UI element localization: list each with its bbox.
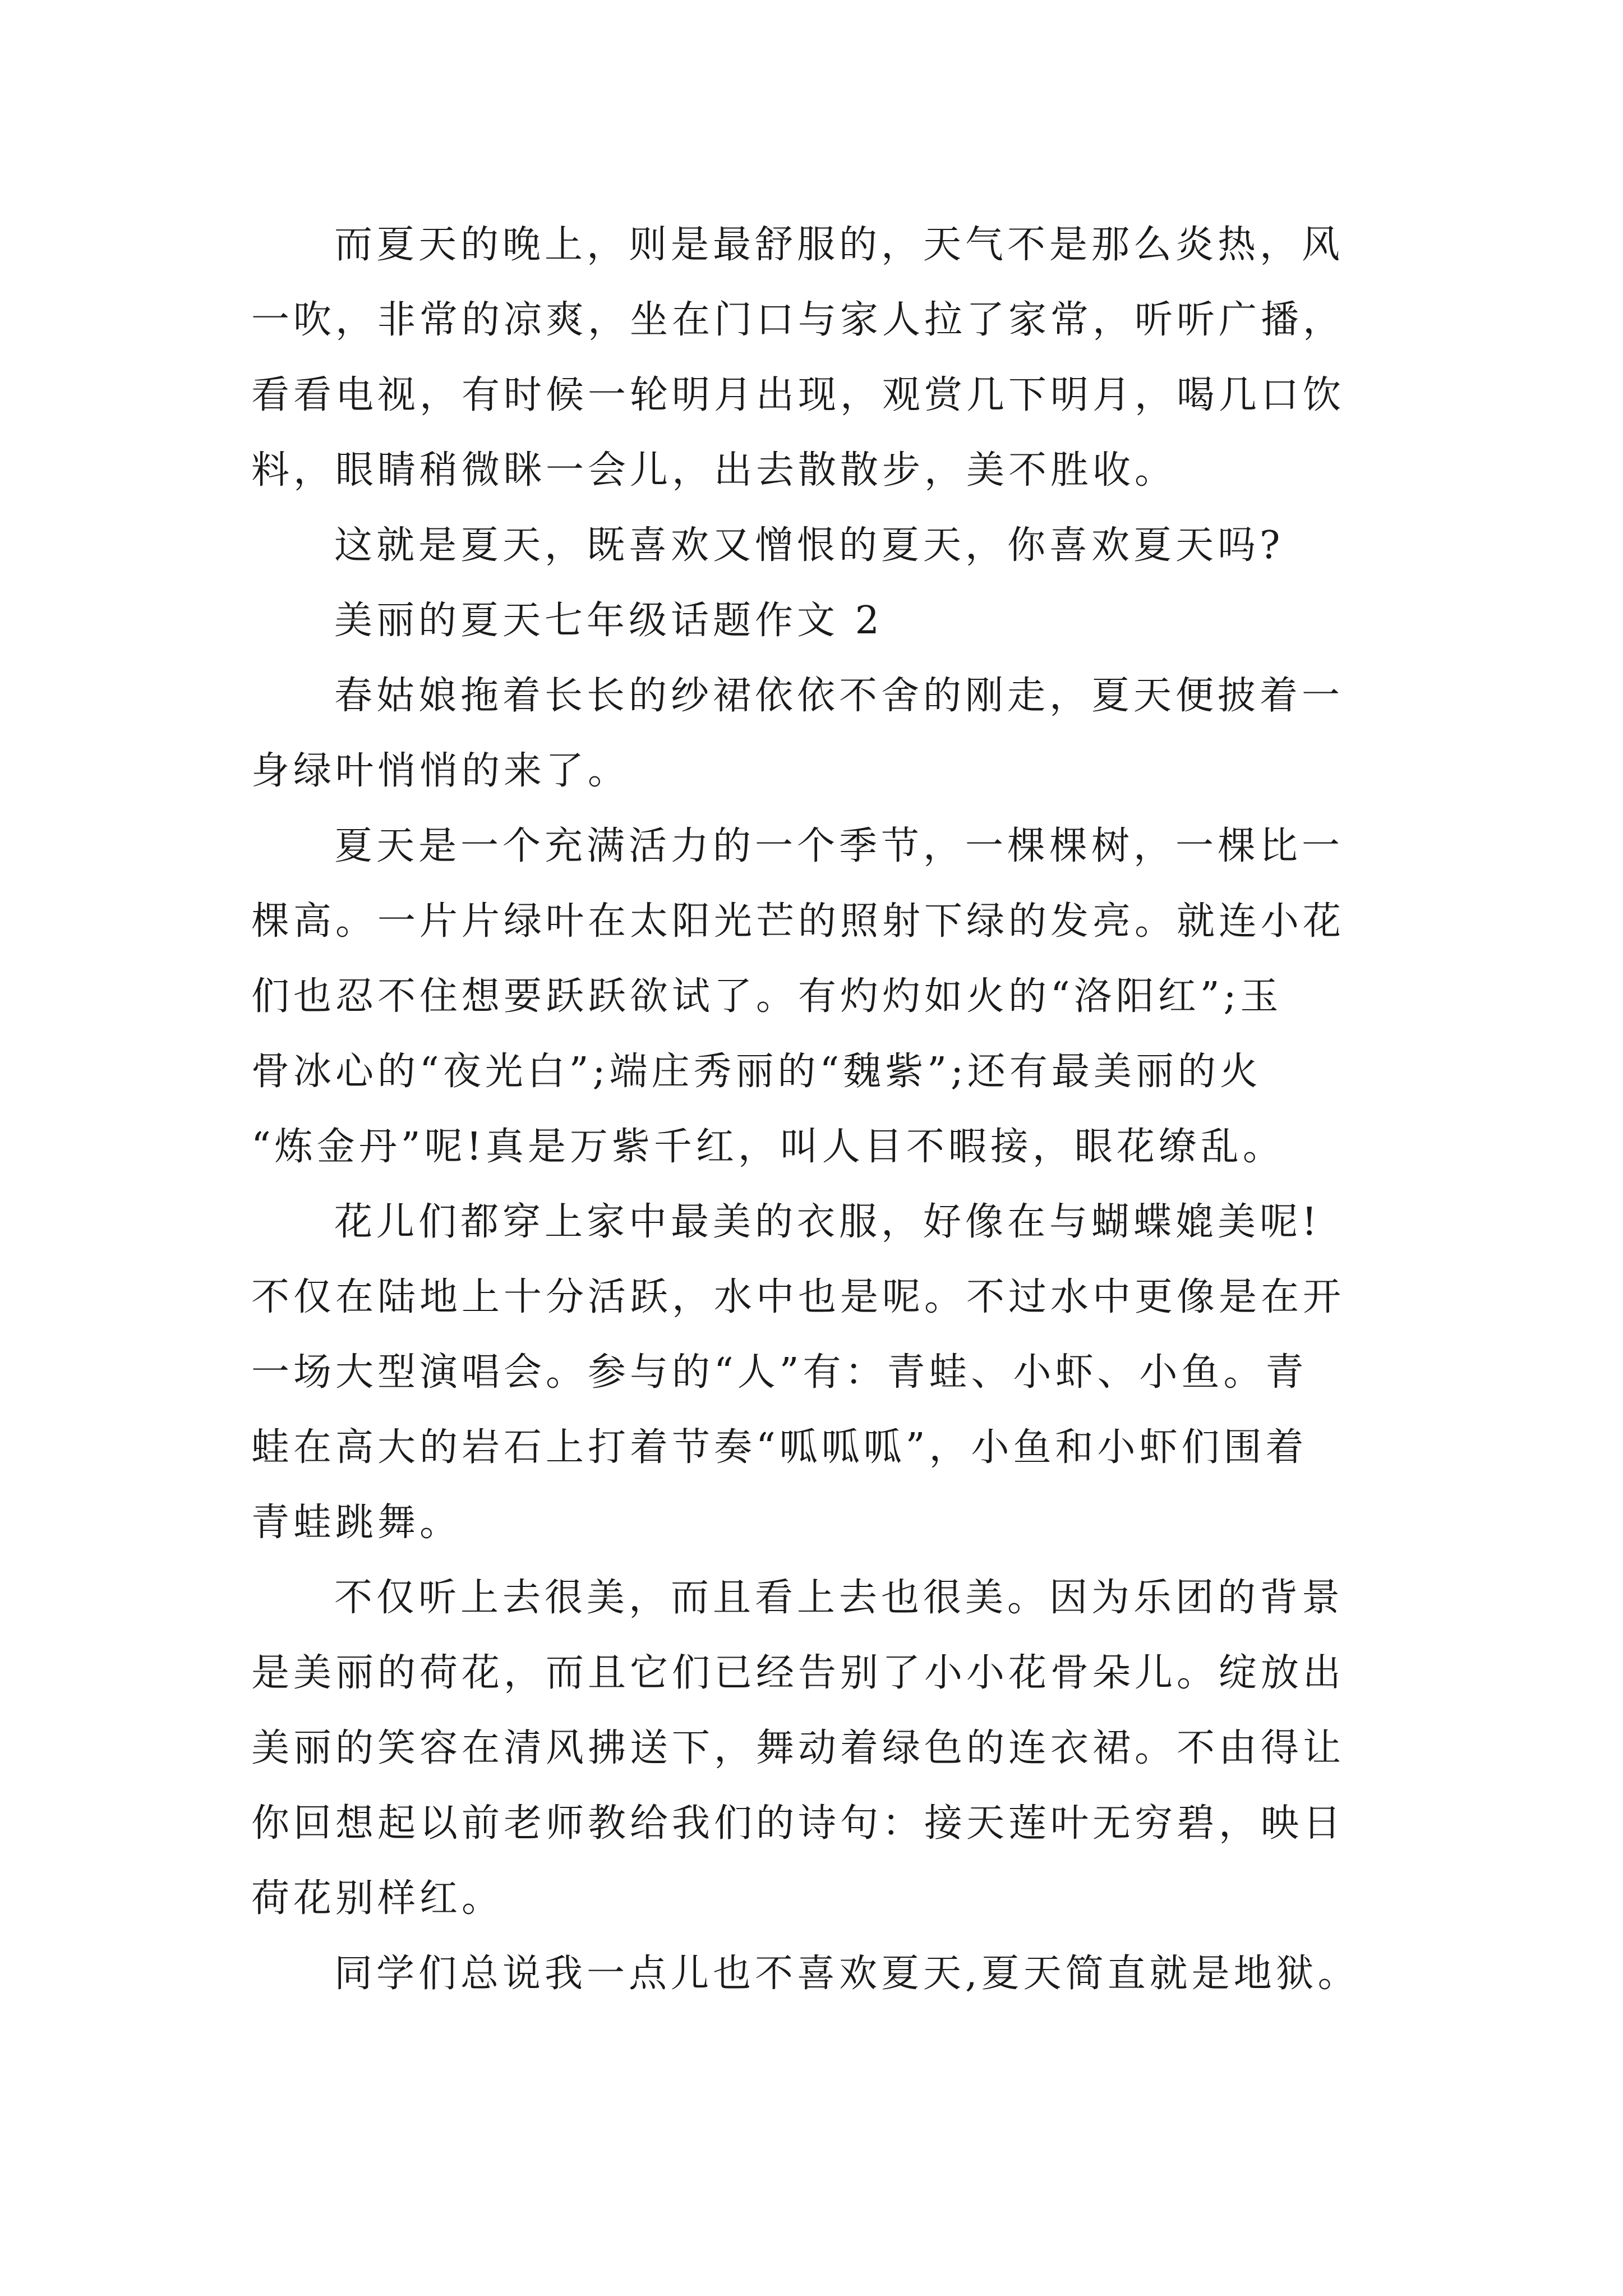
text-line: 春姑娘拖着长长的纱裙依依不舍的刚走，夏天便披着一 — [334, 674, 1344, 718]
text-line: “炼金丹”呢!真是万紫千红，叫人目不暇接，眼花缭乱。 — [251, 1125, 1285, 1169]
text-line: 是美丽的荷花，而且它们已经告别了小小花骨朵儿。绽放出 — [251, 1651, 1345, 1695]
text-line: 蛙在高大的岩石上打着节奏“呱呱呱”，小鱼和小虾们围着 — [251, 1425, 1308, 1470]
text-line: 骨冰心的“夜光白”;端庄秀丽的“魏紫”;还有最美丽的火 — [251, 1050, 1262, 1094]
text-line: 你回想起以前老师教给我们的诗句：接天莲叶无穷碧，映日 — [251, 1801, 1345, 1846]
text-line: 美丽的夏天七年级话题作文 2 — [334, 599, 883, 643]
paragraph-classmates — [251, 1936, 1373, 2012]
paragraph-summer-vitality — [251, 809, 1373, 1185]
essay-heading — [251, 583, 1373, 659]
document-body — [251, 208, 1373, 2012]
text-line: 青蛙跳舞。 — [251, 1501, 462, 1545]
text-line: 花儿们都穿上家中最美的衣服，好像在与蝴蝶媲美呢! — [334, 1200, 1321, 1244]
text-line: 棵高。一片片绿叶在太阳光芒的照射下绿的发亮。就连小花 — [251, 899, 1345, 944]
paragraph-flowers-concert — [251, 1185, 1373, 1561]
text-line: 一场大型演唱会。参与的“人”有：青蛙、小虾、小鱼。青 — [251, 1350, 1308, 1395]
text-line: 不仅听上去很美，而且看上去也很美。因为乐团的背景 — [334, 1576, 1344, 1620]
text-line: 同学们总说我一点儿也不喜欢夏天,夏天简直就是地狱。 — [334, 1952, 1360, 1996]
paragraph-lotus — [251, 1561, 1373, 1936]
text-line: 而夏天的晚上，则是最舒服的，天气不是那么炎热，风 — [334, 223, 1344, 267]
text-line: 这就是夏天，既喜欢又憎恨的夏天，你喜欢夏天吗? — [334, 523, 1284, 568]
text-line: 美丽的笑容在清风拂送下，舞动着绿色的连衣裙。不由得让 — [251, 1726, 1345, 1770]
paragraph-this-is-summer — [251, 508, 1373, 583]
text-line: 身绿叶悄悄的来了。 — [251, 749, 630, 793]
paragraph-spring-leaves — [251, 659, 1373, 809]
text-line: 料，眼睛稍微眯一会儿，出去散散步，美不胜收。 — [251, 448, 1177, 493]
text-line: 们也忍不住想要跃跃欲试了。有灼灼如火的“洛阳红”;玉 — [251, 974, 1283, 1019]
text-line: 荷花别样红。 — [251, 1876, 504, 1921]
text-line: 看看电视，有时候一轮明月出现，观赏几下明月，喝几口饮 — [251, 373, 1345, 417]
text-line: 一吹，非常的凉爽，坐在门口与家人拉了家常，听听广播， — [251, 298, 1345, 342]
text-line: 不仅在陆地上十分活跃，水中也是呢。不过水中更像是在开 — [251, 1275, 1345, 1319]
paragraph-summer-evening — [251, 208, 1373, 508]
text-line: 夏天是一个充满活力的一个季节，一棵棵树，一棵比一 — [334, 824, 1344, 868]
